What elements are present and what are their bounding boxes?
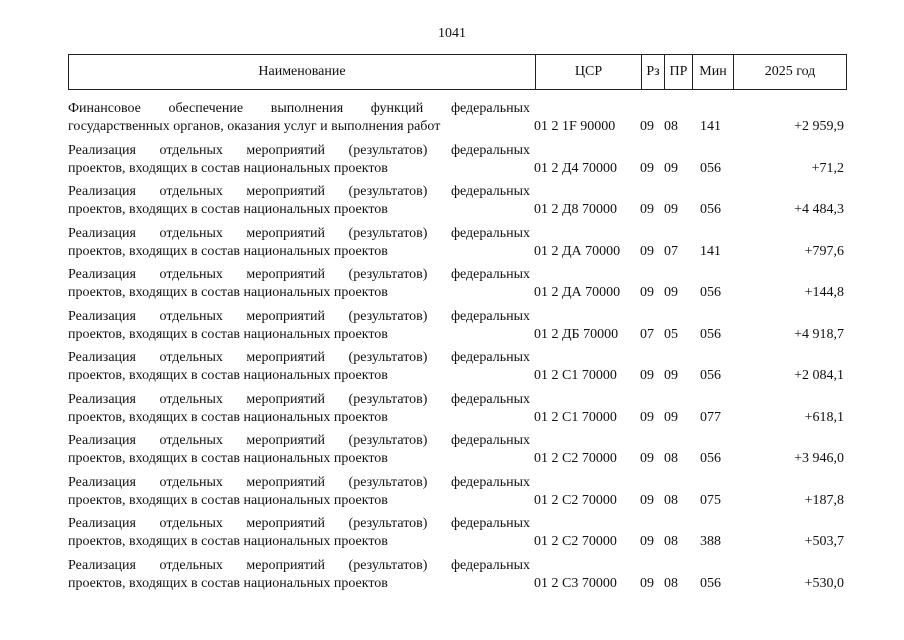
table-body [0, 96, 904, 594]
row-pr: 09 [664, 409, 678, 425]
row-name-line2: проектов, входящих в состав национальных проектов [68, 451, 388, 466]
row-min: 077 [700, 409, 721, 425]
row-rz: 09 [640, 492, 654, 508]
header-amount: 2025 год [733, 55, 846, 89]
table-row [0, 179, 904, 221]
row-name [68, 183, 530, 219]
row-name [68, 266, 530, 302]
row-rz: 09 [640, 285, 654, 300]
table-row [0, 304, 904, 346]
row-csr: 01 2 С2 70000 [534, 534, 617, 549]
row-name-line2: проектов, входящих в состав национальных проектов [68, 534, 388, 549]
row-amount: +2 959,9 [794, 119, 844, 134]
row-amount: +4 484,3 [794, 202, 844, 217]
row-pr: 05 [664, 326, 678, 342]
table-header [68, 54, 847, 90]
row-name-line1: Реализация отдельных мероприятий (результатов) федеральных [68, 350, 530, 365]
row-amount: +3 946,0 [794, 451, 844, 466]
row-min: 056 [700, 368, 721, 383]
row-min: 141 [700, 119, 721, 134]
row-amount: +71,2 [811, 160, 844, 176]
row-pr: 08 [664, 451, 678, 466]
table-row [0, 96, 904, 138]
row-name [68, 225, 530, 261]
row-csr: 01 2 С2 70000 [534, 492, 617, 508]
table-row [0, 138, 904, 180]
row-pr: 09 [664, 160, 678, 176]
row-name-line1: Реализация отдельных мероприятий (результатов) федеральных [68, 184, 530, 199]
row-name [68, 100, 530, 136]
row-pr: 09 [664, 202, 678, 217]
page-number: 1041 [438, 26, 466, 41]
row-pr: 07 [664, 243, 678, 259]
row-name-line1: Реализация отдельных мероприятий (результатов) федеральных [68, 433, 530, 448]
table-row [0, 345, 904, 387]
row-amount: +797,6 [804, 243, 844, 259]
row-csr: 01 2 С1 70000 [534, 368, 617, 383]
row-amount: +503,7 [804, 534, 844, 549]
row-rz: 09 [640, 451, 654, 466]
row-amount: +530,0 [804, 575, 844, 591]
row-name [68, 474, 530, 510]
row-csr: 01 2 С3 70000 [534, 575, 617, 591]
row-pr: 08 [664, 575, 678, 591]
row-csr: 01 2 1F 90000 [534, 119, 616, 134]
row-name-line2: проектов, входящих в состав национальных проектов [68, 575, 388, 591]
row-min: 056 [700, 202, 721, 217]
row-amount: +2 084,1 [794, 368, 844, 383]
table-row [0, 221, 904, 263]
table-row [0, 387, 904, 429]
row-name-line2: проектов, входящих в состав национальных проектов [68, 243, 388, 259]
header-min: Мин [692, 55, 733, 89]
row-csr: 01 2 ДА 70000 [534, 285, 621, 300]
row-min: 141 [700, 243, 721, 259]
header-rz: Рз [641, 55, 664, 89]
row-min: 056 [700, 160, 721, 176]
row-name-line1: Реализация отдельных мероприятий (результатов) федеральных [68, 267, 530, 282]
row-pr: 08 [664, 534, 678, 549]
row-amount: +144,8 [804, 285, 844, 300]
row-rz: 09 [640, 534, 654, 549]
row-name-line1: Реализация отдельных мероприятий (результатов) федеральных [68, 557, 530, 573]
table-row [0, 553, 904, 595]
row-name-line2: проектов, входящих в состав национальных проектов [68, 285, 388, 300]
header-csr: ЦСР [535, 55, 641, 89]
row-name-line2: проектов, входящих в состав национальных проектов [68, 492, 388, 508]
row-min: 388 [700, 534, 721, 549]
row-csr: 01 2 Д4 70000 [534, 160, 618, 176]
row-csr: 01 2 ДБ 70000 [534, 326, 619, 342]
table-row [0, 511, 904, 553]
row-name-line1: Реализация отдельных мероприятий (результатов) федеральных [68, 474, 530, 490]
row-csr: 01 2 С2 70000 [534, 451, 617, 466]
row-rz: 07 [640, 326, 654, 342]
row-name [68, 349, 530, 385]
row-name [68, 557, 530, 593]
row-pr: 08 [664, 492, 678, 508]
row-rz: 09 [640, 243, 654, 259]
row-rz: 09 [640, 202, 654, 217]
row-amount: +618,1 [804, 409, 844, 425]
row-csr: 01 2 С1 70000 [534, 409, 617, 425]
row-name-line1: Реализация отдельных мероприятий (результатов) федеральных [68, 516, 530, 531]
row-name-line2: государственных органов, оказания услуг и выполнения работ [68, 119, 441, 134]
row-pr: 09 [664, 368, 678, 383]
table-row [0, 428, 904, 470]
row-name-line1: Реализация отдельных мероприятий (результатов) федеральных [68, 142, 530, 158]
row-amount: +187,8 [804, 492, 844, 508]
row-rz: 09 [640, 409, 654, 425]
row-name [68, 432, 530, 468]
row-min: 056 [700, 451, 721, 466]
row-name-line2: проектов, входящих в состав национальных проектов [68, 160, 388, 176]
row-min: 056 [700, 326, 721, 342]
row-pr: 08 [664, 119, 678, 134]
row-rz: 09 [640, 119, 654, 134]
row-csr: 01 2 Д8 70000 [534, 202, 618, 217]
header-name: Наименование [258, 64, 346, 79]
row-name-line2: проектов, входящих в состав национальных проектов [68, 368, 388, 383]
row-name [68, 515, 530, 551]
table-row [0, 262, 904, 304]
row-min: 056 [700, 575, 721, 591]
row-name [68, 308, 530, 344]
row-name-line2: проектов, входящих в состав национальных проектов [68, 409, 388, 425]
row-name-line1: Финансовое обеспечение выполнения функций федеральных [68, 101, 530, 116]
row-name-line2: проектов, входящих в состав национальных проектов [68, 202, 388, 217]
row-name-line1: Реализация отдельных мероприятий (результатов) федеральных [68, 225, 530, 241]
row-name-line1: Реализация отдельных мероприятий (результатов) федеральных [68, 391, 530, 407]
row-min: 075 [700, 492, 721, 508]
row-amount: +4 918,7 [794, 326, 844, 342]
row-name-line2: проектов, входящих в состав национальных проектов [68, 326, 388, 342]
row-pr: 09 [664, 285, 678, 300]
row-rz: 09 [640, 160, 654, 176]
row-name [68, 142, 530, 178]
row-rz: 09 [640, 368, 654, 383]
row-csr: 01 2 ДА 70000 [534, 243, 621, 259]
table-row [0, 470, 904, 512]
row-min: 056 [700, 285, 721, 300]
row-rz: 09 [640, 575, 654, 591]
row-name [68, 391, 530, 427]
row-name-line1: Реализация отдельных мероприятий (результатов) федеральных [68, 308, 530, 324]
header-pr: ПР [664, 55, 692, 89]
